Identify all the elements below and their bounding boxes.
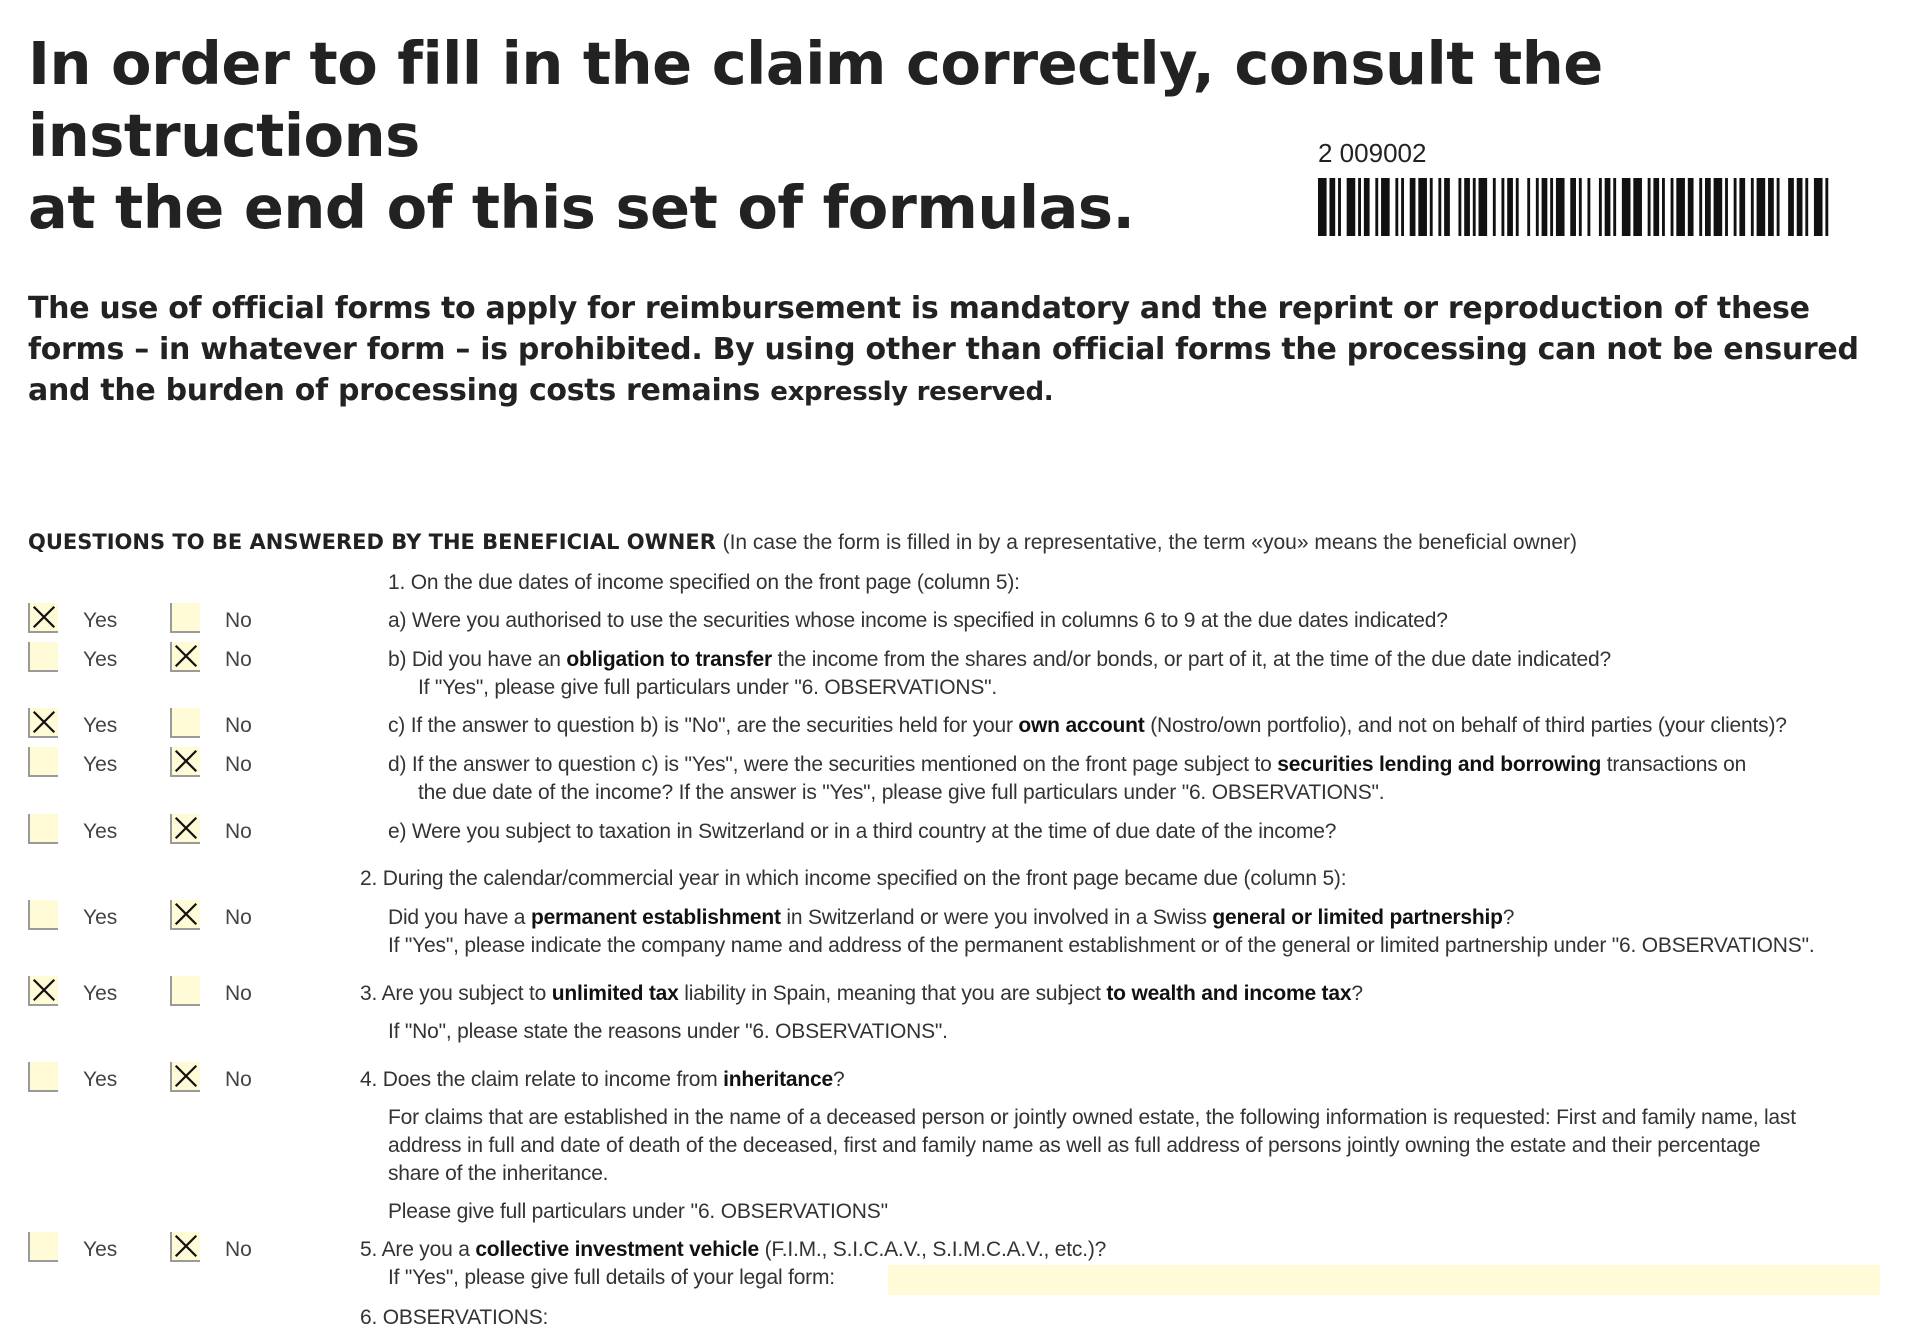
q1a-no-label: No [225, 609, 252, 632]
q1a-yes-checkbox[interactable] [28, 603, 58, 633]
q5-yes-label: Yes [83, 1238, 118, 1261]
q3-no-label: No [225, 982, 252, 1005]
question-1e-text: e) Were you subject to taxation in Switzerland or in a third country at the time of due date of the income? [388, 820, 1337, 843]
q4-no-checkbox[interactable] [170, 1062, 200, 1092]
q2-yes-checkbox[interactable] [28, 900, 58, 930]
q5-yes-checkbox[interactable] [28, 1232, 58, 1262]
q1b-yes-checkbox[interactable] [28, 642, 58, 672]
question-1b-text: b) Did you have an obligation to transfer the income from the shares and/or bonds, or part of it, at the time of the due date indicated? [388, 648, 1611, 671]
x-mark-icon [30, 976, 58, 1004]
question-4-paragraph-line-2: address in full and date of death of the deceased, first and family name as well as full address of persons jointly owning the estate and their percentage [388, 1134, 1761, 1157]
questions-header [28, 530, 1888, 555]
q2-no-checkbox[interactable] [170, 900, 200, 930]
question-2-intro: 2. During the calendar/commercial year in which income specified on the front page became due (column 5): [360, 867, 1347, 890]
q1a-no-checkbox[interactable] [170, 603, 200, 633]
questions-header-note: (In case the form is filled in by a representative, the term «you» means the beneficial owner) [722, 531, 1578, 554]
q1c-no-checkbox[interactable] [170, 708, 200, 738]
q1e-yes-checkbox[interactable] [28, 814, 58, 844]
x-mark-icon [30, 603, 58, 631]
question-4-note: Please give full particulars under ''6. OBSERVATIONS'' [388, 1200, 889, 1223]
q1d-yes-label: Yes [83, 753, 118, 776]
q2-no-label: No [225, 906, 252, 929]
legal-form-input[interactable] [888, 1265, 1880, 1295]
question-3-note: If "No", please state the reasons under "6. OBSERVATIONS". [388, 1020, 948, 1043]
x-mark-icon [172, 900, 200, 928]
x-mark-icon [172, 814, 200, 842]
question-6-title: 6. OBSERVATIONS: [360, 1306, 549, 1329]
q1b-no-checkbox[interactable] [170, 642, 200, 672]
q1c-no-label: No [225, 714, 252, 737]
question-4-paragraph-line-1: For claims that are established in the name of a deceased person or jointly owned estate, the following information is requested: First and family name, last [388, 1106, 1796, 1129]
q1e-no-checkbox[interactable] [170, 814, 200, 844]
questions-header-title: QUESTIONS TO BE ANSWERED BY THE BENEFICIAL OWNER [28, 530, 716, 554]
q1e-yes-label: Yes [83, 820, 118, 843]
notice-text: The use of official forms to apply for reimbursement is mandatory and the reprint or reproduction of these forms – in whatever form – is prohibited. By using other than official forms the processing can not be ensured and the burden of processing costs remains [28, 291, 1859, 408]
q1d-yes-checkbox[interactable] [28, 747, 58, 777]
q4-yes-checkbox[interactable] [28, 1062, 58, 1092]
q5-no-checkbox[interactable] [170, 1232, 200, 1262]
q4-yes-label: Yes [83, 1068, 118, 1091]
question-1c-text: c) If the answer to question b) is "No", are the securities held for your own account (Nostro/own portfolio), and not on behalf of third parties (your clients)? [388, 714, 1787, 737]
q3-no-checkbox[interactable] [170, 976, 200, 1006]
barcode-number: 2 009002 [1318, 138, 1427, 168]
question-1d-text: d) If the answer to question c) is "Yes", were the securities mentioned on the front page subject to securities lending and borrowing transactions on [388, 753, 1747, 776]
x-mark-icon [172, 1062, 200, 1090]
q1c-yes-checkbox[interactable] [28, 708, 58, 738]
q3-yes-checkbox[interactable] [28, 976, 58, 1006]
x-mark-icon [172, 747, 200, 775]
question-1-intro: 1. On the due dates of income specified on the front page (column 5): [388, 571, 1020, 594]
question-2-text: Did you have a permanent establishment in Switzerland or were you involved in a Swiss general or limited partnership? [388, 906, 1515, 929]
official-forms-notice [28, 288, 1893, 413]
notice-text-end: expressly reserved. [770, 377, 1054, 407]
question-3-text: 3. Are you subject to unlimited tax liability in Spain, meaning that you are subject to wealth and income tax? [360, 982, 1363, 1005]
q4-no-label: No [225, 1068, 252, 1091]
q1a-yes-label: Yes [83, 609, 118, 632]
q1e-no-label: No [225, 820, 252, 843]
q1d-no-label: No [225, 753, 252, 776]
q2-yes-label: Yes [83, 906, 118, 929]
question-5-note: If "Yes", please give full details of your legal form: [388, 1266, 835, 1289]
q1b-yes-label: Yes [83, 648, 118, 671]
q5-no-label: No [225, 1238, 252, 1261]
question-1a-text: a) Were you authorised to use the securities whose income is specified in columns 6 to 9 at the due dates indicated? [388, 609, 1448, 632]
x-mark-icon [172, 1232, 200, 1260]
x-mark-icon [30, 708, 58, 736]
q1d-no-checkbox[interactable] [170, 747, 200, 777]
question-1b-note: If "Yes", please give full particulars under "6. OBSERVATIONS". [418, 676, 998, 699]
barcode-icon [1318, 178, 1834, 236]
title-line-1: In order to fill in the claim correctly, consult the instructions [28, 29, 1603, 170]
q1b-no-label: No [225, 648, 252, 671]
q1c-yes-label: Yes [83, 714, 118, 737]
title-line-2: at the end of this set of formulas. [28, 173, 1135, 242]
q3-yes-label: Yes [83, 982, 118, 1005]
question-4-paragraph-line-3: share of the inheritance. [388, 1162, 609, 1185]
question-5-text: 5. Are you a collective investment vehicle (F.I.M., S.I.C.A.V., S.I.M.C.A.V., etc.)? [360, 1238, 1107, 1261]
question-4-text: 4. Does the claim relate to income from inheritance? [360, 1068, 845, 1091]
question-2-note: If "Yes", please indicate the company name and address of the permanent establishment or of the general or limited partnership under "6. OBSERVATIONS". [388, 934, 1815, 957]
x-mark-icon [172, 642, 200, 670]
question-1d-note: the due date of the income? If the answer is "Yes", please give full particulars under "6. OBSERVATIONS". [418, 781, 1385, 804]
